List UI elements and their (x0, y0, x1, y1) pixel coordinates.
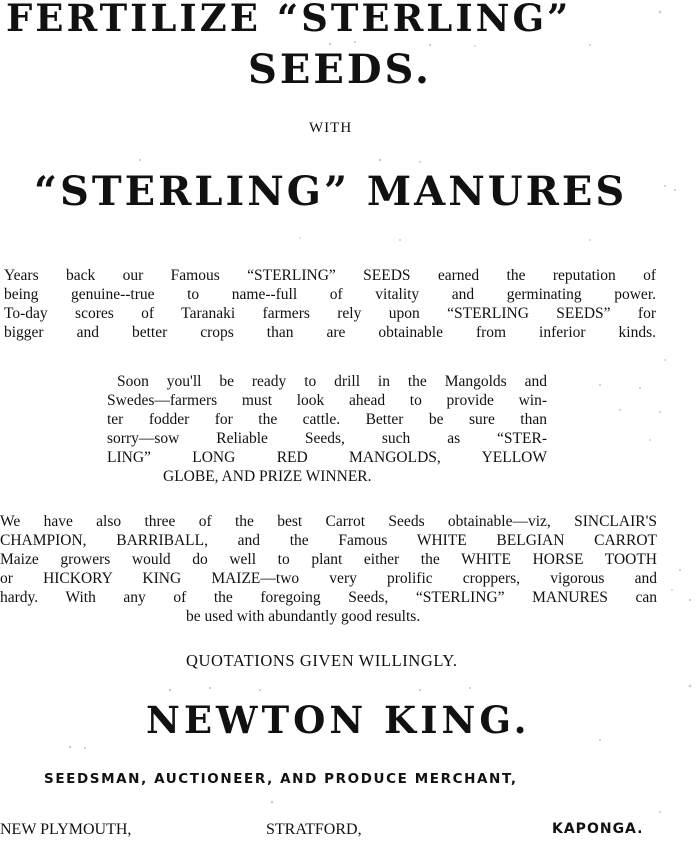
paragraph-line: Soon you'll be ready to drill in the Mangolds and (117, 373, 547, 390)
company-name: NEWTON KING. (146, 698, 531, 742)
headline-seeds: SEEDS. (248, 46, 432, 93)
paragraph-line: Maize growers would do well to plant either the WHITE HORSE TOOTH (0, 551, 657, 568)
with-text: WITH (309, 120, 353, 136)
paragraph-line: We have also three of the best Carrot Seeds obtainable—viz, SINCLAIR'S (0, 513, 657, 530)
paragraph-line-centered: be used with abundantly good results. (186, 608, 421, 625)
paragraph-line-centered: GLOBE, AND PRIZE WINNER. (163, 468, 372, 485)
paragraph-line: hardy. With any of the foregoing Seeds, “STERLING” MANURES can (0, 589, 657, 606)
paragraph-sterling-seeds-reputation (4, 266, 656, 342)
paragraph-line: bigger and better crops than are obtainable from inferior kinds. (4, 324, 656, 341)
quotations-line: QUOTATIONS GIVEN WILLINGLY. (186, 651, 458, 670)
paragraph-line: or HICKORY KING MAIZE—two very prolific croppers, vigorous and (0, 570, 657, 587)
paragraph-line: Swedes—farmers must look ahead to provide win- (107, 392, 547, 409)
manures-heading: “STERLING” MANURES (34, 168, 628, 215)
headline-fertilize-sterling: FERTILIZE “STERLING” (6, 0, 572, 40)
paragraph-carrot-maize-seeds (0, 512, 657, 626)
paragraph-mangolds-swedes (107, 372, 547, 486)
paragraph-line: being genuine--true to name--full of vitality and germinating power. (4, 286, 656, 303)
paragraph-line: To-day scores of Taranaki farmers rely upon “STERLING SEEDS” for (4, 305, 656, 322)
paragraph-line: CHAMPION, BARRIBALL, and the Famous WHITE BELGIAN CARROT (0, 532, 657, 549)
paragraph-line: sorry—sow Reliable Seeds, such as “STER- (107, 430, 547, 447)
location-new-plymouth: NEW PLYMOUTH, (0, 821, 132, 838)
trades-line: SEEDSMAN, AUCTIONEER, AND PRODUCE MERCHANT, (44, 771, 518, 787)
location-stratford: STRATFORD, (266, 821, 362, 838)
paragraph-line: ter fodder for the cattle. Better be sure than (107, 411, 547, 428)
location-kaponga: KAPONGA. (552, 821, 644, 837)
paragraph-line: Years back our Famous “STERLING” SEEDS earned the reputation of (4, 267, 656, 284)
paragraph-line: LING” LONG RED MANGOLDS, YELLOW (107, 449, 547, 466)
